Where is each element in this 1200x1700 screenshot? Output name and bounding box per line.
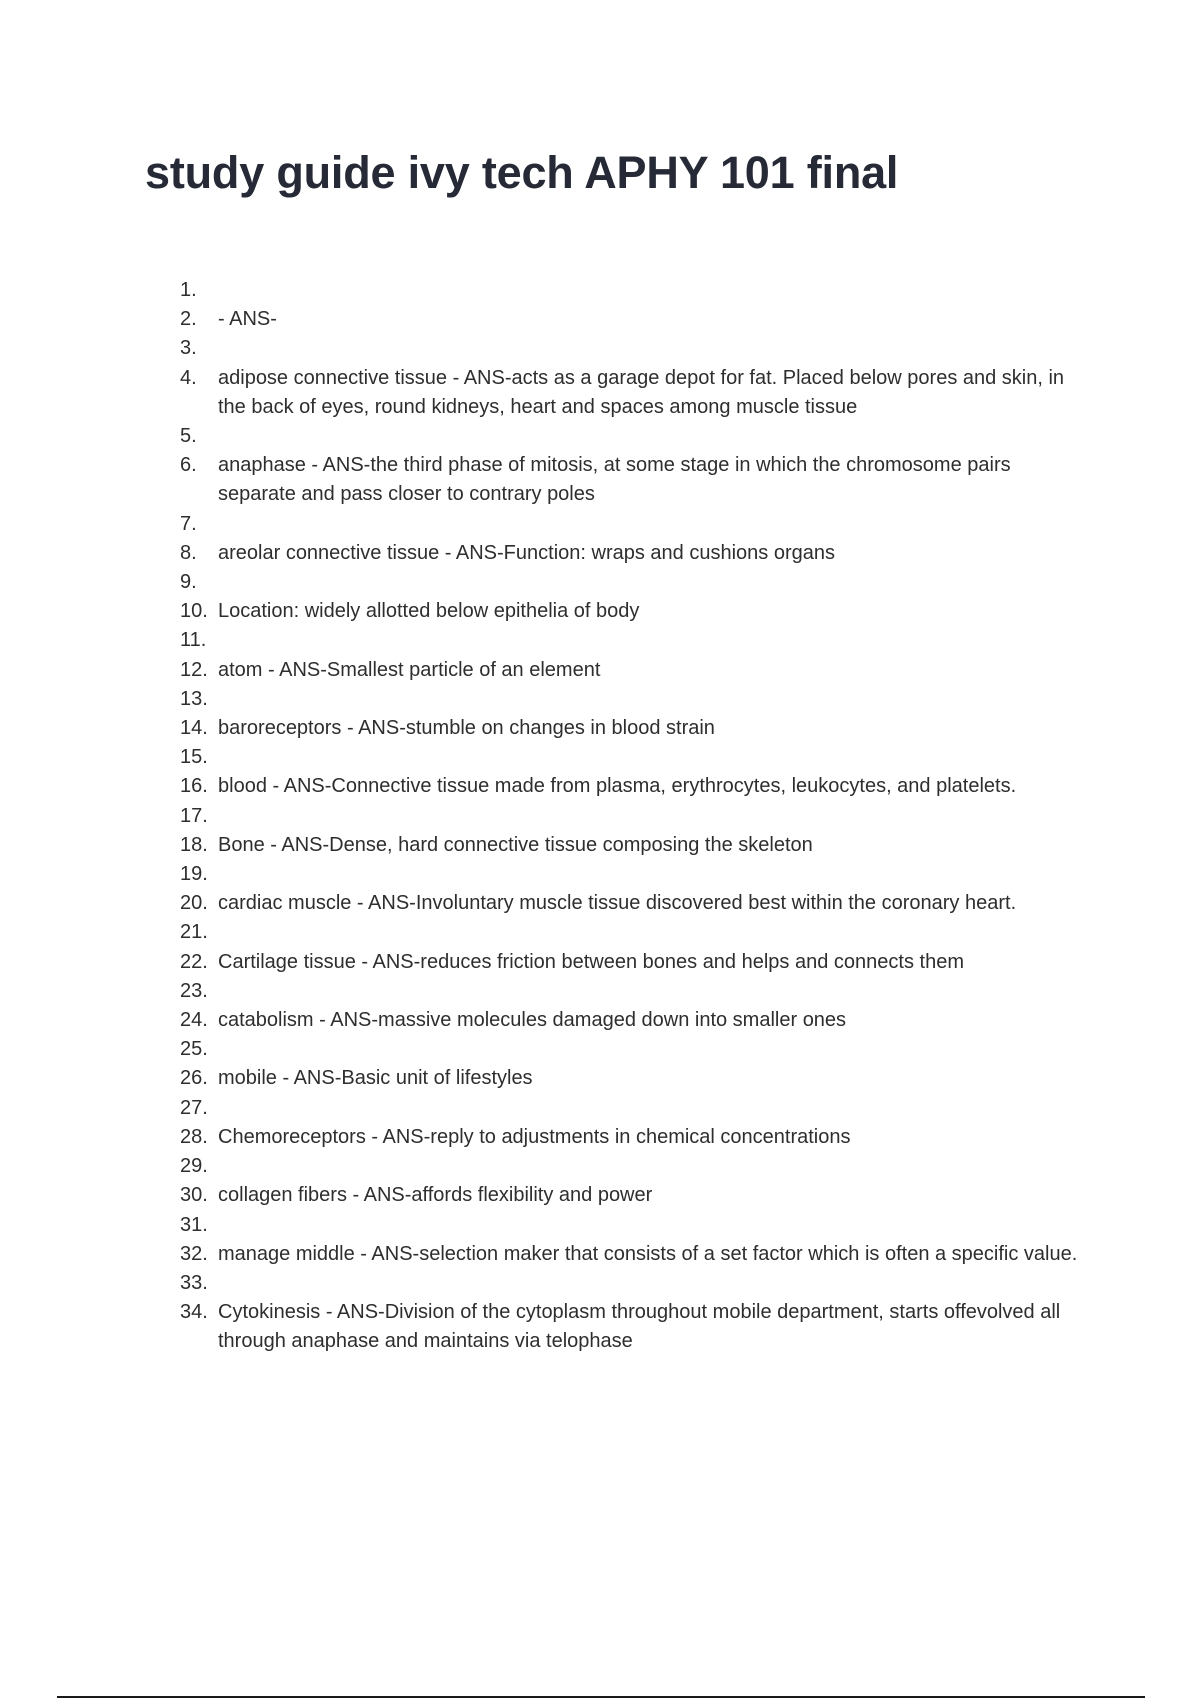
item-text [218, 918, 1080, 947]
list-item [180, 1269, 1080, 1298]
study-guide-list [180, 276, 1080, 1357]
item-text: adipose connective tissue - ANS-acts as a garage depot for fat. Placed below pores and skin, in the back of eyes, round kidneys, heart and spaces among muscle tissue [218, 366, 1065, 418]
item-number: 27. [180, 1096, 208, 1119]
item-text: areolar connective tissue - ANS-Function: wraps and cushions organs [218, 541, 835, 564]
item-number: 7. [180, 512, 197, 535]
item-number: 17. [180, 804, 208, 827]
item-number: 29. [180, 1155, 208, 1178]
item-number: 28. [180, 1125, 208, 1148]
list-item [180, 889, 1080, 918]
list-item [180, 305, 1080, 334]
item-number: 3. [180, 337, 197, 360]
item-number: 1. [180, 279, 197, 301]
item-text [218, 510, 1080, 539]
list-item [180, 743, 1080, 772]
item-text: baroreceptors - ANS-stumble on changes in blood strain [218, 717, 715, 740]
list-item [180, 334, 1080, 363]
item-text: manage middle - ANS-selection maker that consists of a set factor which is often a specific value. [218, 1242, 1078, 1265]
item-text: Chemoreceptors - ANS-reply to adjustments in chemical concentrations [218, 1125, 851, 1148]
list-item [180, 451, 1080, 509]
item-text [218, 860, 1080, 889]
item-text [218, 1094, 1080, 1123]
list-item [180, 831, 1080, 860]
item-text: Cytokinesis - ANS-Division of the cytoplasm throughout mobile department, starts offevolved all through anaphase and maintains via telophase [218, 1301, 1061, 1353]
list-item [180, 1064, 1080, 1093]
item-number: 16. [180, 775, 208, 798]
footer-divider [57, 1696, 1145, 1698]
list-item [180, 1181, 1080, 1210]
list-item [180, 772, 1080, 801]
list-item [180, 276, 1080, 305]
list-item [180, 656, 1080, 685]
item-text: Location: widely allotted below epithelia of body [218, 600, 640, 623]
list-item [180, 1006, 1080, 1035]
item-number: 13. [180, 687, 208, 710]
item-text [218, 276, 1080, 305]
item-number: 9. [180, 571, 197, 594]
item-text: - ANS- [218, 308, 277, 331]
item-number: 25. [180, 1038, 208, 1061]
item-text [218, 685, 1080, 714]
item-text: blood - ANS-Connective tissue made from plasma, erythrocytes, leukocytes, and platelets. [218, 775, 1017, 798]
list-item [180, 597, 1080, 626]
list-item [180, 539, 1080, 568]
item-number: 5. [180, 425, 197, 448]
list-item [180, 510, 1080, 539]
list-item [180, 714, 1080, 743]
item-number: 11. [180, 629, 207, 652]
item-text [218, 568, 1080, 597]
item-number: 21. [180, 921, 208, 944]
item-text: mobile - ANS-Basic unit of lifestyles [218, 1067, 533, 1090]
item-number: 30. [180, 1184, 208, 1207]
list-item [180, 977, 1080, 1006]
item-text [218, 1211, 1080, 1240]
item-number: 26. [180, 1067, 208, 1090]
list-item [180, 568, 1080, 597]
list-item [180, 364, 1080, 422]
item-text [218, 422, 1080, 451]
item-number: 2. [180, 308, 197, 331]
list-item [180, 802, 1080, 831]
list-item [180, 626, 1080, 655]
item-text: Bone - ANS-Dense, hard connective tissue composing the skeleton [218, 833, 813, 856]
item-number: 8. [180, 541, 197, 564]
item-number: 14. [180, 717, 208, 740]
item-number: 4. [180, 366, 197, 389]
item-text [218, 626, 1080, 655]
list-item [180, 1035, 1080, 1064]
item-number: 33. [180, 1271, 208, 1294]
item-number: 10. [180, 600, 208, 623]
item-number: 24. [180, 1009, 208, 1032]
list-item [180, 1240, 1080, 1269]
item-text: atom - ANS-Smallest particle of an element [218, 658, 601, 681]
item-number: 18. [180, 833, 208, 856]
list-item [180, 860, 1080, 889]
item-text [218, 977, 1080, 1006]
item-text [218, 802, 1080, 831]
item-text [218, 1269, 1080, 1298]
item-text [218, 1035, 1080, 1064]
item-text: anaphase - ANS-the third phase of mitosis, at some stage in which the chromosome pairs separate and pass closer to contrary poles [218, 454, 1011, 506]
item-text: Cartilage tissue - ANS-reduces friction between bones and helps and connects them [218, 950, 964, 973]
list-item [180, 1211, 1080, 1240]
item-number: 31. [180, 1213, 208, 1236]
item-number: 32. [180, 1242, 208, 1265]
item-text: collagen fibers - ANS-affords flexibility and power [218, 1184, 653, 1207]
list-item [180, 1123, 1080, 1152]
item-text: cardiac muscle - ANS-Involuntary muscle tissue discovered best within the coronary heart. [218, 892, 1017, 915]
list-item [180, 1094, 1080, 1123]
item-number: 23. [180, 979, 208, 1002]
item-number: 20. [180, 892, 208, 915]
item-number: 34. [180, 1301, 208, 1324]
item-number: 22. [180, 950, 208, 973]
item-text [218, 334, 1080, 363]
list-item [180, 1298, 1080, 1356]
item-number: 19. [180, 863, 208, 886]
list-item [180, 1152, 1080, 1181]
list-item [180, 422, 1080, 451]
item-text [218, 1152, 1080, 1181]
item-number: 6. [180, 454, 197, 477]
item-text: catabolism - ANS-massive molecules damaged down into smaller ones [218, 1009, 847, 1032]
item-text [218, 743, 1080, 772]
list-item [180, 918, 1080, 947]
item-number: 12. [180, 658, 208, 681]
item-number: 15. [180, 746, 208, 769]
list-item [180, 948, 1080, 977]
list-item [180, 685, 1080, 714]
document-title: study guide ivy tech APHY 101 final [145, 147, 899, 198]
